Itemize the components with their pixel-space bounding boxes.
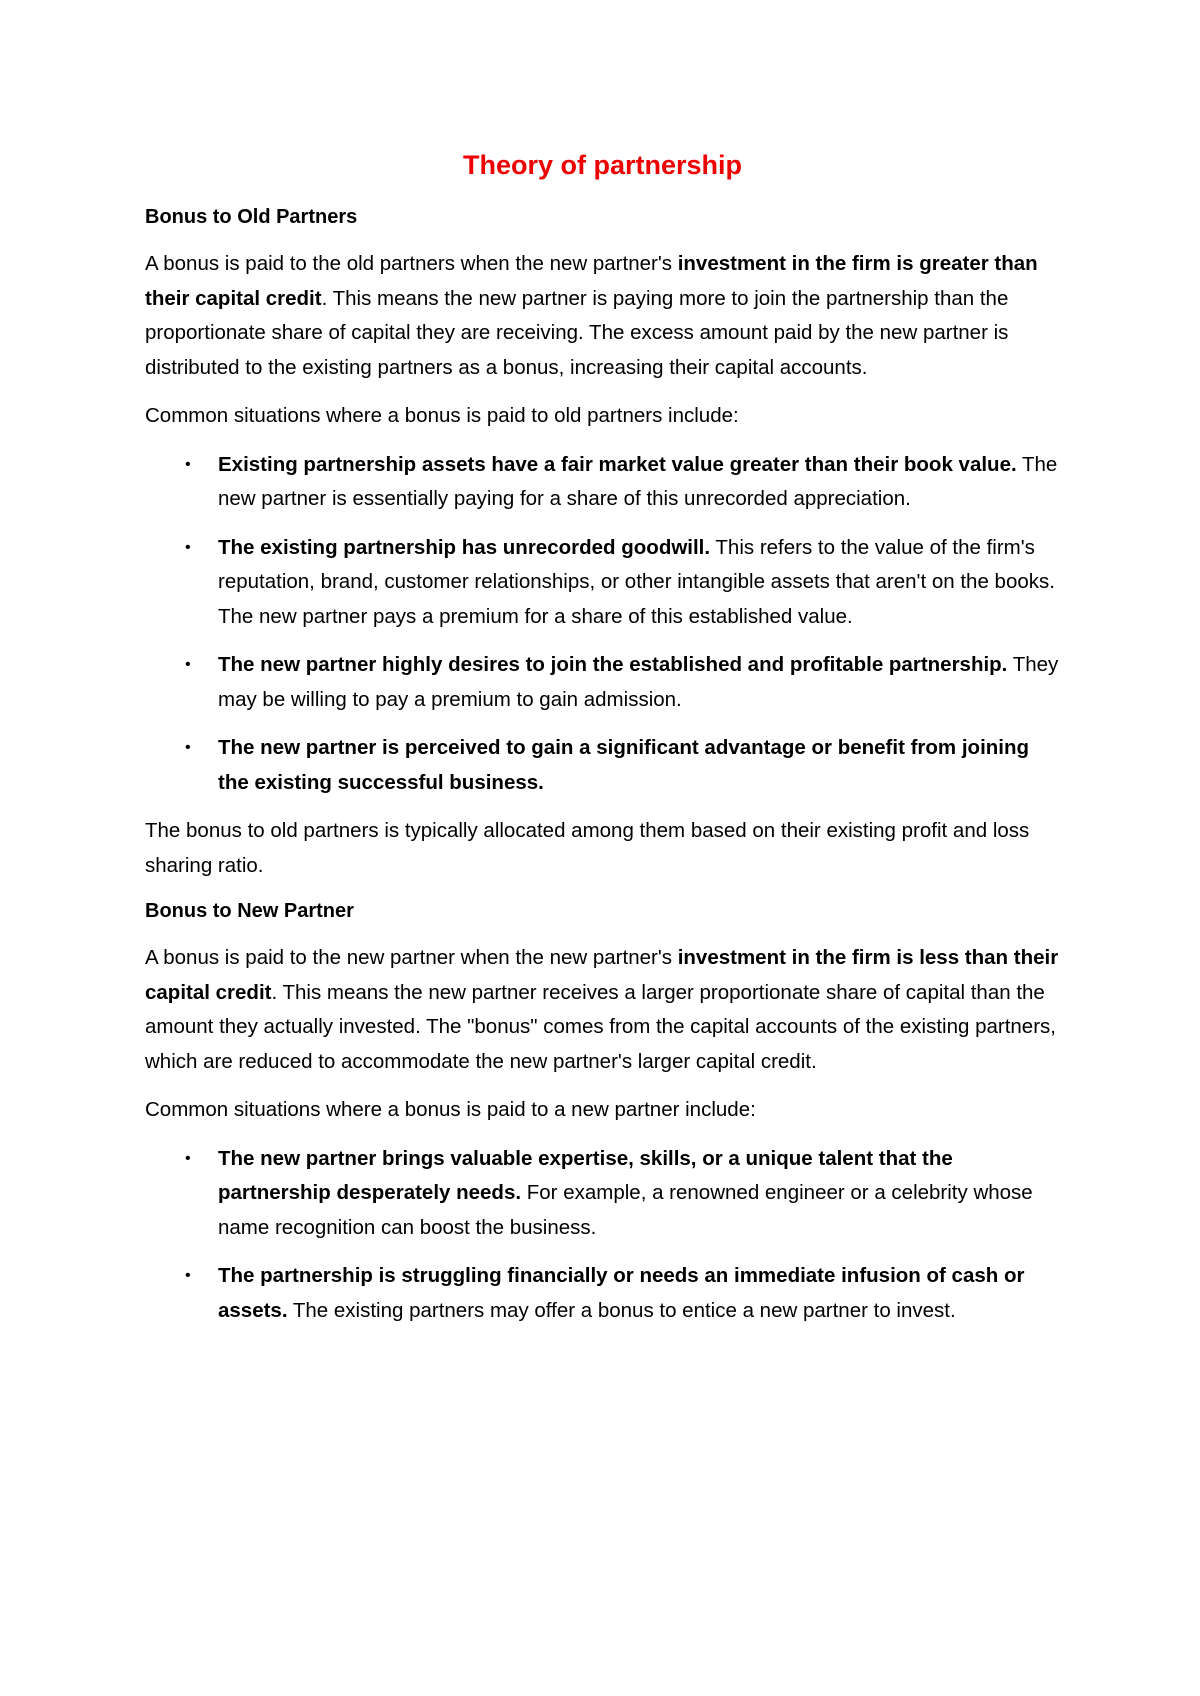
old-partners-closing-paragraph: The bonus to old partners is typically allocated among them based on their existing profit and loss sharing ratio. (145, 819, 1030, 877)
old-intro-part2: . This means the new partner is paying more to join the partnership than the proportionate share of capital they are receiving. The excess amount paid by the new partner is distributed to the existing partners as a bonus, increasing their capital accounts. (145, 286, 1009, 379)
new-intro-bold: investment in the firm is less than their capital credit (145, 946, 1059, 1004)
bullet-text: This refers to the value of the firm's reputation, brand, customer relationships, or other intangible assets that aren't on the books. The new partner pays a premium for a share of this established value. (218, 535, 1055, 628)
new-intro-part1: A bonus is paid to the new partner when the new partner's (145, 946, 678, 969)
bullet-text: The existing partners may offer a bonus to entice a new partner to invest. (287, 1298, 956, 1322)
old-intro-part1: A bonus is paid to the old partners when the new partner's (145, 252, 678, 275)
new-partner-situations-lead: Common situations where a bonus is paid to a new partner include: (145, 1098, 756, 1121)
list-item (145, 648, 1060, 717)
bullet-bold-text: Existing partnership assets have a fair market value greater than their book value. (218, 452, 1017, 476)
bullet-text: The new partner is essentially paying for a share of this unrecorded appreciation. (218, 452, 1058, 510)
new-partner-intro-paragraph (145, 941, 1060, 1079)
bullet-icon: • (185, 455, 191, 473)
list-item (145, 448, 1060, 517)
bullet-bold-text: The partnership is struggling financially or needs an immediate infusion of cash or assets. (218, 1264, 1025, 1322)
bullet-icon: • (185, 538, 191, 556)
new-partner-bullet-list (145, 1142, 1060, 1329)
bullet-icon: • (185, 1267, 191, 1284)
old-partners-intro-paragraph (145, 247, 1060, 385)
bullet-icon: • (185, 1149, 191, 1167)
list-item (145, 731, 1060, 800)
bullet-text: For example, a renowned engineer or a celebrity whose name recognition can boost the business. (218, 1181, 1033, 1239)
section-heading-new-partner: Bonus to New Partner (145, 900, 354, 922)
list-item (145, 531, 1060, 635)
old-partners-situations-lead: Common situations where a bonus is paid to old partners include: (145, 404, 739, 427)
new-intro-part2: . This means the new partner receives a larger proportionate share of capital than the amount they actually invested. The "bonus" comes from the capital accounts of the existing partners, which are reduced to accommodate the new partner's larger capital credit. (145, 980, 1056, 1073)
bullet-icon: • (185, 656, 191, 673)
bullet-text: They may be willing to pay a premium to gain admission. (218, 653, 1059, 711)
document-title: Theory of partnership (462, 150, 743, 180)
bullet-bold-text: The existing partnership has unrecorded goodwill. (218, 535, 711, 559)
old-intro-bold: investment in the firm is greater than their capital credit (145, 252, 1038, 310)
section-heading-old-partners: Bonus to Old Partners (145, 206, 358, 228)
bullet-icon: • (185, 739, 191, 756)
document-body (145, 145, 1060, 1342)
bullet-bold-text: The new partner brings valuable expertise, skills, or a unique talent that the partnership desperately needs. (218, 1146, 953, 1204)
bullet-bold-text: The new partner is perceived to gain a significant advantage or benefit from joining the existing successful business. (218, 736, 1030, 794)
list-item (145, 1259, 1060, 1328)
list-item (145, 1142, 1060, 1246)
old-partners-bullet-list (145, 448, 1060, 801)
bullet-bold-text: The new partner highly desires to join the established and profitable partnership. (218, 653, 1008, 676)
